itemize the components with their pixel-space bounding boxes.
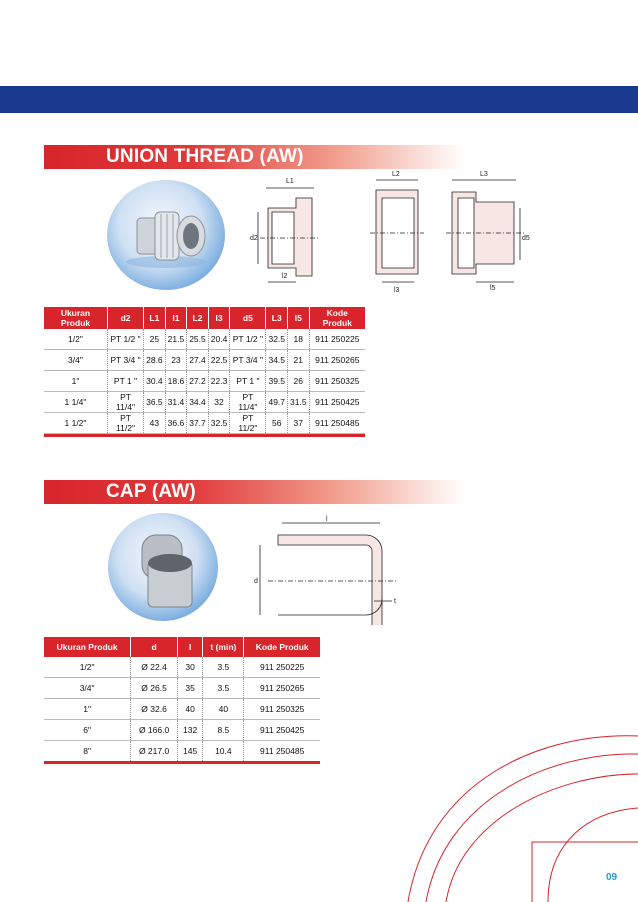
table-row xyxy=(44,329,365,350)
union-technical-drawings xyxy=(240,168,530,298)
cell: 43 xyxy=(144,413,166,434)
cell: 39.5 xyxy=(266,371,288,392)
table-row xyxy=(44,657,320,678)
label-L1: L1 xyxy=(286,178,294,185)
union-fitting-image xyxy=(107,180,225,290)
cell: 18.6 xyxy=(165,371,187,392)
table-row xyxy=(44,741,320,762)
label-l3: l3 xyxy=(394,287,400,294)
cell: 27.4 xyxy=(187,350,209,371)
cell: PT 11/2" xyxy=(107,413,143,434)
cell: 27.2 xyxy=(187,371,209,392)
cell: PT 11/4" xyxy=(107,392,143,413)
cell: PT 11/4" xyxy=(230,392,266,413)
cap-table-header xyxy=(44,637,320,657)
top-banner-bar xyxy=(0,86,638,113)
cell: 1 1/2" xyxy=(44,413,107,434)
cell: 911 250225 xyxy=(309,329,365,350)
cell: 26 xyxy=(288,371,310,392)
col-header: L3 xyxy=(266,307,288,329)
cell: 35 xyxy=(177,678,202,699)
cell: 1/2" xyxy=(44,657,131,678)
cap-product-photo xyxy=(108,513,218,621)
cell: 20.4 xyxy=(208,329,230,350)
label-d5: d5 xyxy=(522,235,530,242)
col-header: L2 xyxy=(187,307,209,329)
cell: 3/4" xyxy=(44,350,107,371)
cell: 911 250425 xyxy=(309,392,365,413)
col-header: l xyxy=(177,637,202,657)
col-header: d2 xyxy=(107,307,143,329)
cell: 36.6 xyxy=(165,413,187,434)
union-section-banner xyxy=(44,145,464,169)
label-l2: l2 xyxy=(282,273,288,280)
cell: PT 1/2 " xyxy=(107,329,143,350)
cap-title: CAP (AW) xyxy=(106,481,196,502)
page-number: 09 xyxy=(606,872,618,883)
table-row xyxy=(44,678,320,699)
cell: 911 250265 xyxy=(244,678,320,699)
cap-spec-table xyxy=(44,637,320,762)
cell: 32.5 xyxy=(266,329,288,350)
col-header: l5 xyxy=(288,307,310,329)
col-header: t (min) xyxy=(203,637,244,657)
table-row xyxy=(44,350,365,371)
cap-table-bottom-rule xyxy=(44,761,320,764)
union-product-photo xyxy=(107,180,225,290)
col-header: Ukuran Produk xyxy=(44,307,107,329)
cell: 145 xyxy=(177,741,202,762)
table-row xyxy=(44,699,320,720)
cell: 21.5 xyxy=(165,329,187,350)
cell: PT 1 " xyxy=(230,371,266,392)
cell: PT 3/4 " xyxy=(107,350,143,371)
cell: PT 1 " xyxy=(107,371,143,392)
cell: 8" xyxy=(44,741,131,762)
cell: 32 xyxy=(208,392,230,413)
cell: 28.6 xyxy=(144,350,166,371)
cell: PT 3/4 " xyxy=(230,350,266,371)
cell: 22.5 xyxy=(208,350,230,371)
label-L3: L3 xyxy=(480,171,488,178)
label-d2: d2 xyxy=(250,235,258,242)
cell: 6" xyxy=(44,720,131,741)
label-t: t xyxy=(394,598,396,605)
cell: 34.5 xyxy=(266,350,288,371)
table-row xyxy=(44,392,365,413)
cell: 21 xyxy=(288,350,310,371)
cell: PT 1/2 " xyxy=(230,329,266,350)
cell: 911 250325 xyxy=(244,699,320,720)
cell: 30.4 xyxy=(144,371,166,392)
cell: 3.5 xyxy=(203,678,244,699)
decorative-curves xyxy=(398,722,638,902)
cell: 3/4" xyxy=(44,678,131,699)
cell: 25 xyxy=(144,329,166,350)
cell: 37 xyxy=(288,413,310,434)
table-row xyxy=(44,720,320,741)
cell: 18 xyxy=(288,329,310,350)
cell: 37.7 xyxy=(187,413,209,434)
cell: 56 xyxy=(266,413,288,434)
cap-fitting-image xyxy=(108,513,218,621)
union-title: UNION THREAD (AW) xyxy=(106,146,304,167)
cell: 911 250425 xyxy=(244,720,320,741)
cell: 40 xyxy=(203,699,244,720)
cell: 911 250265 xyxy=(309,350,365,371)
cell: 22.3 xyxy=(208,371,230,392)
cell: 8.5 xyxy=(203,720,244,741)
cap-section-banner xyxy=(44,480,464,504)
cell: Ø 166.0 xyxy=(131,720,178,741)
union-table-bottom-rule xyxy=(44,434,365,437)
union-table-header xyxy=(44,307,365,329)
cell: Ø 26.5 xyxy=(131,678,178,699)
cell: 31.5 xyxy=(288,392,310,413)
label-l: l xyxy=(326,516,328,523)
cell: 32.5 xyxy=(208,413,230,434)
cell: 1/2" xyxy=(44,329,107,350)
cell: 911 250485 xyxy=(244,741,320,762)
col-header: L1 xyxy=(144,307,166,329)
cell: 10.4 xyxy=(203,741,244,762)
cell: 40 xyxy=(177,699,202,720)
cell: 911 250325 xyxy=(309,371,365,392)
col-header: d xyxy=(131,637,178,657)
cell: 911 250485 xyxy=(309,413,365,434)
cell: 49.7 xyxy=(266,392,288,413)
cap-technical-drawing xyxy=(248,515,408,625)
union-spec-table xyxy=(44,307,365,434)
col-header: Kode Produk xyxy=(244,637,320,657)
cell: Ø 217.0 xyxy=(131,741,178,762)
col-header: d5 xyxy=(230,307,266,329)
label-L2: L2 xyxy=(392,171,400,178)
cell: 1" xyxy=(44,699,131,720)
col-header: Ukuran Produk xyxy=(44,637,131,657)
cell: 34.4 xyxy=(187,392,209,413)
table-row xyxy=(44,413,365,434)
cell: 23 xyxy=(165,350,187,371)
col-header: Kode Produk xyxy=(309,307,365,329)
cell: 1 1/4" xyxy=(44,392,107,413)
table-row xyxy=(44,371,365,392)
label-d: d xyxy=(254,578,258,585)
cell: Ø 22.4 xyxy=(131,657,178,678)
cell: 25.5 xyxy=(187,329,209,350)
cell: PT 11/2" xyxy=(230,413,266,434)
cell: Ø 32.6 xyxy=(131,699,178,720)
cell: 1" xyxy=(44,371,107,392)
cell: 911 250225 xyxy=(244,657,320,678)
col-header: l1 xyxy=(165,307,187,329)
cell: 31.4 xyxy=(165,392,187,413)
cell: 30 xyxy=(177,657,202,678)
cell: 3.5 xyxy=(203,657,244,678)
cell: 132 xyxy=(177,720,202,741)
cell: 36.5 xyxy=(144,392,166,413)
label-l5: l5 xyxy=(490,285,496,292)
col-header: l3 xyxy=(208,307,230,329)
